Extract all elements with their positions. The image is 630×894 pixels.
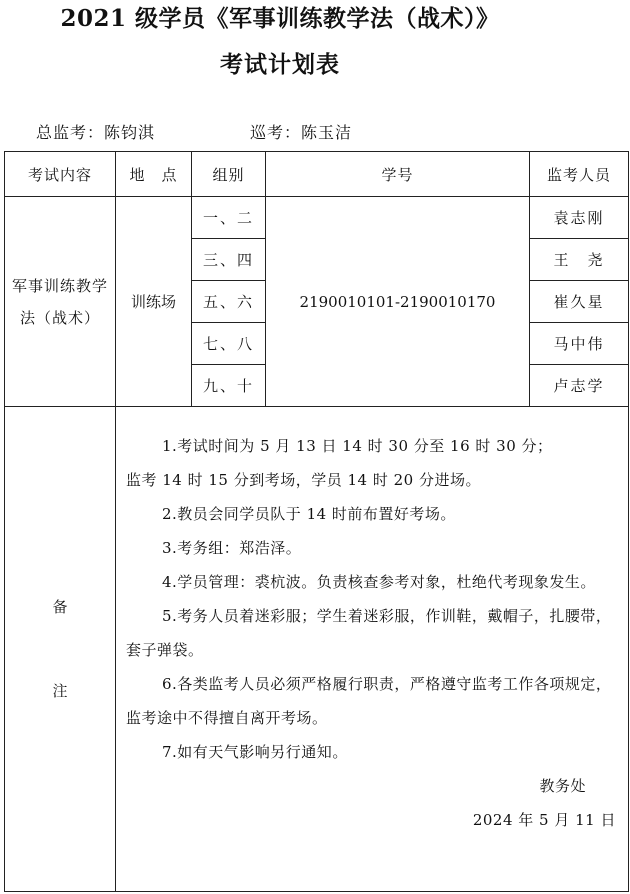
note-item-1-line-1: 1.考试时间为 5 月 13 日 14 时 30 分至 16 时 30 分；	[162, 437, 553, 455]
header-location: 地 点	[116, 152, 192, 197]
chief-proctor: 总监考：陈钧淇	[36, 123, 156, 142]
header-exam-content: 考试内容	[5, 152, 116, 197]
note-item-2: 2.教员会同学员队于 14 时前布置好考场。	[162, 505, 456, 523]
note-item-5: 5.考务人员着迷彩服；学生着迷彩服，作训鞋，戴帽子，扎腰带，套子弹袋。	[126, 607, 612, 659]
notes-label-1: 备	[52, 598, 68, 616]
exam-content-cell	[5, 197, 116, 407]
invigilator-cell: 王 尧	[530, 239, 629, 281]
group-cell: 七、八	[192, 323, 266, 365]
location-cell: 训练场	[116, 197, 192, 407]
group-cell: 一、二	[192, 197, 266, 239]
issuer: 教务处	[539, 777, 586, 795]
invigilator-cell: 马中伟	[530, 323, 629, 365]
document-subtitle: 考试计划表	[220, 51, 340, 78]
exam-plan-table	[4, 151, 629, 892]
notes-row	[5, 407, 629, 892]
header-group: 组别	[192, 152, 266, 197]
note-item-4: 4.学员管理：裘杭波。负责核查参考对象，杜绝代考现象发生。	[162, 573, 596, 591]
header-student-id: 学号	[266, 152, 530, 197]
student-id-range-cell: 2190010101-2190010170	[266, 197, 530, 407]
invigilator-cell: 卢志学	[530, 365, 629, 407]
note-item-1-line-2: 监考 14 时 15 分到考场，学员 14 时 20 分进场。	[126, 471, 481, 489]
document-title: 2021 级学员《军事训练教学法（战术）》	[60, 5, 500, 32]
invigilator-cell: 袁志刚	[530, 197, 629, 239]
header-invigilators: 监考人员	[530, 152, 629, 197]
notes-label-cell	[5, 407, 116, 892]
group-cell: 三、四	[192, 239, 266, 281]
group-cell: 五、六	[192, 281, 266, 323]
group-cell: 九、十	[192, 365, 266, 407]
table-row	[5, 197, 629, 239]
note-item-7: 7.如有天气影响另行通知。	[162, 743, 348, 761]
exam-content-text: 军事训练教学法（战术）	[12, 276, 109, 327]
notes-label-2: 注	[52, 682, 68, 700]
invigilator-cell: 崔久星	[530, 281, 629, 323]
note-item-3: 3.考务组：郑浩泽。	[162, 539, 302, 557]
notes-content-cell	[116, 407, 629, 892]
issue-date: 2024 年 5 月 11 日	[472, 811, 616, 829]
patrol-proctor: 巡考：陈玉洁	[250, 123, 353, 142]
table-header-row	[5, 152, 629, 197]
note-item-6: 6.各类监考人员必须严格履行职责，严格遵守监考工作各项规定，监考途中不得擅自离开考场。	[126, 675, 612, 727]
